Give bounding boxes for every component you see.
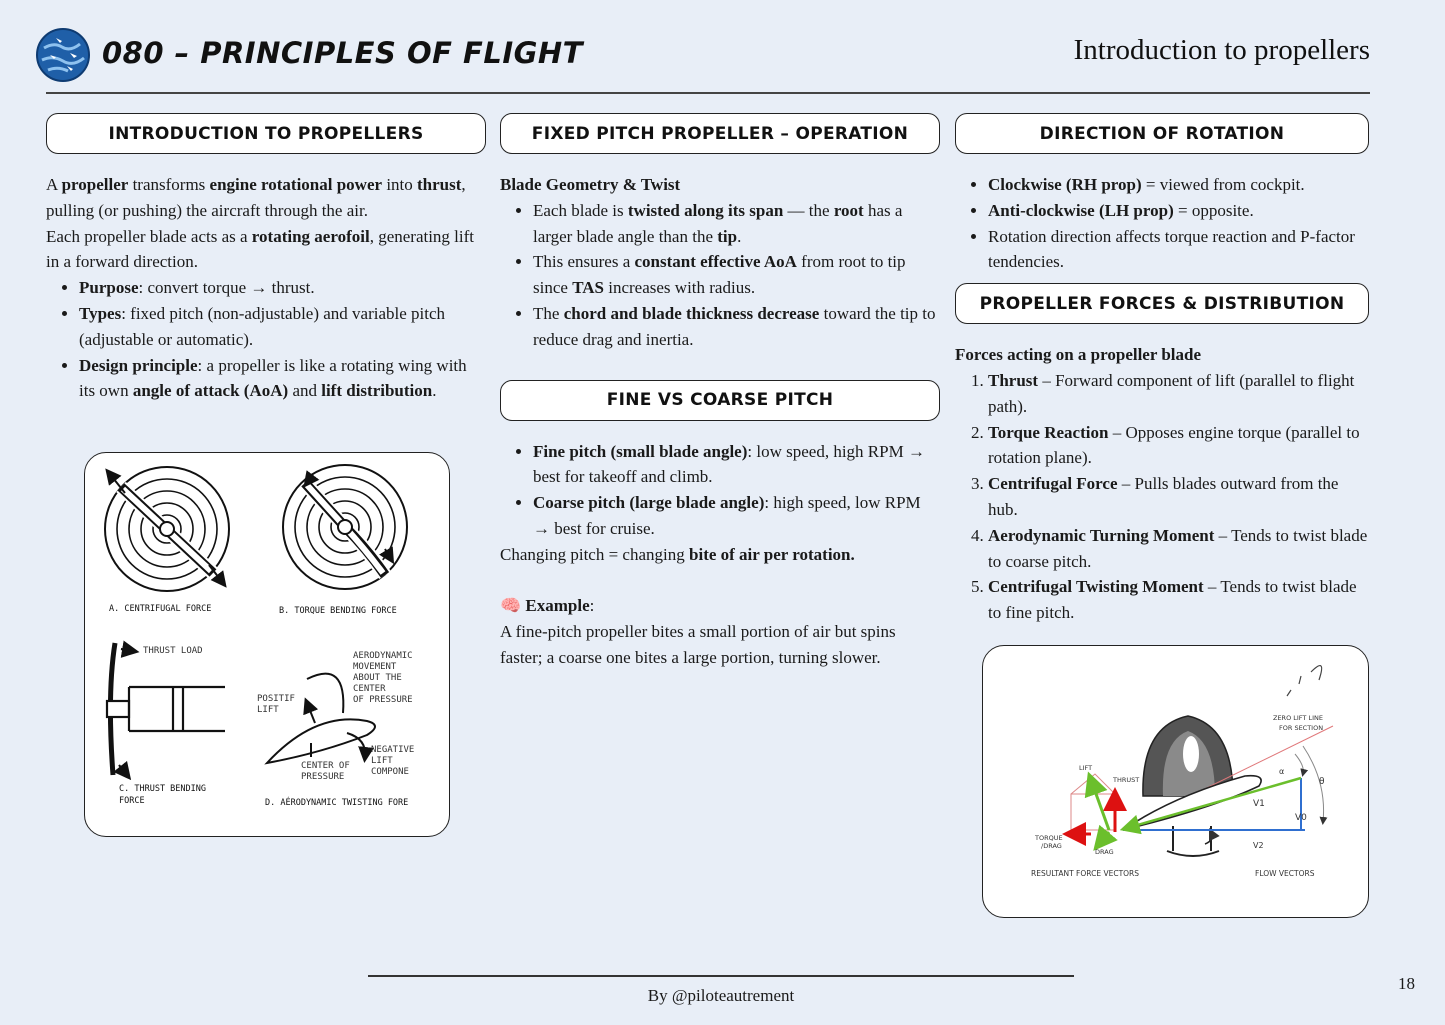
- thrust-label: THRUST: [1113, 776, 1140, 784]
- centrifugal-force-diagram: [105, 467, 229, 591]
- footer-author: By @piloteautrement: [647, 986, 795, 1005]
- blade-vector-illustration: [982, 645, 1369, 918]
- aero-text-5: OF PRESSURE: [353, 695, 413, 705]
- footer-divider: [368, 975, 1074, 977]
- forces-text: [955, 342, 1369, 626]
- list-item: • Fine pitch (small blade angle): low speed, high RPM → best for takeoff and climb.: [533, 439, 940, 491]
- list-item: 1. Thrust – Forward component of lift (parallel to flight path).: [988, 368, 1369, 420]
- list-item: • Rotation direction affects torque reaction and P-factor tendencies.: [988, 224, 1369, 276]
- course-title: 080 – PRINCIPLES OF FLIGHT: [102, 36, 583, 70]
- list-item: • Coarse pitch (large blade angle): high speed, low RPM → best for cruise.: [533, 490, 940, 542]
- aero-text-1: AERODYNAMIC: [353, 651, 413, 661]
- figure-label-c-line2: FORCE: [119, 796, 145, 806]
- forces-subtitle: Forces acting on a propeller blade: [955, 345, 1202, 365]
- list-item: • Clockwise (RH prop) = viewed from cockpit.: [988, 172, 1369, 198]
- resultant-label: RESULTANT FORCE VECTORS: [1031, 869, 1140, 878]
- figure-label-a: A. CENTRIFUGAL FORCE: [109, 604, 212, 614]
- section-title-forces: PROPELLER FORCES & DISTRIBUTION: [955, 283, 1369, 324]
- fixed-pitch-text: [500, 172, 940, 353]
- list-item: • This ensures a constant effective AoA from root to tip since TAS increases with radius.: [533, 249, 940, 301]
- propeller-forces-drawing: [85, 453, 450, 837]
- section-title-introduction: INTRODUCTION TO PROPELLERS: [46, 113, 486, 154]
- figure-label-b: B. TORQUE BENDING FORCE: [279, 606, 397, 616]
- zero-lift-label-2: FOR SECTION: [1279, 724, 1324, 732]
- thrust-load-label: THRUST LOAD: [143, 646, 203, 656]
- list-item: 2. Torque Reaction – Opposes engine torque (parallel to rotation plane).: [988, 420, 1369, 472]
- example-text: A fine-pitch propeller bites a small portion of air but spins faster; a coarse one bites a large portion, turning slower.: [500, 622, 896, 667]
- lift-label: LIFT: [1079, 764, 1093, 772]
- negative-lift-label-3: COMPONE: [371, 767, 409, 777]
- zero-lift-label: ZERO LIFT LINE: [1273, 714, 1323, 722]
- header-divider: [46, 92, 1370, 94]
- section-title-fine-coarse: FINE VS COARSE PITCH: [500, 380, 940, 421]
- list-item: • Purpose: convert torque → thrust.: [79, 275, 486, 301]
- center-of-pressure-label-2: PRESSURE: [301, 772, 345, 782]
- example-heading: 🧠 Example:: [500, 596, 595, 616]
- thrust-bending-diagram: [107, 643, 225, 775]
- intro-bullet-list: [46, 275, 486, 404]
- column-fixed-pitch: [500, 113, 940, 671]
- page-number: 18: [1398, 974, 1415, 993]
- theta-label: θ: [1319, 777, 1325, 787]
- list-item: • The chord and blade thickness decrease toward the tip to reduce drag and inertia.: [533, 301, 940, 353]
- column-rotation-forces: [955, 113, 1369, 626]
- torque-label: TORQUE: [1035, 834, 1063, 842]
- positive-lift-label: POSITIF: [257, 694, 295, 704]
- torque-bending-diagram: [283, 465, 407, 589]
- list-item: • Types: fixed pitch (non-adjustable) and variable pitch (adjustable or automatic).: [79, 301, 486, 353]
- changing-pitch-text: Changing pitch = changing bite of air per rotation.: [500, 544, 855, 564]
- list-item: 3. Centrifugal Force – Pulls blades outward from the hub.: [988, 471, 1369, 523]
- list-item: • Design principle: a propeller is like a rotating wing with its own angle of attack (AoA) and lift distribution.: [79, 353, 486, 405]
- globe-logo-icon: [36, 28, 90, 82]
- forces-numbered-list: [955, 368, 1369, 626]
- fixed-pitch-bullet-list: [500, 198, 940, 353]
- negative-lift-label-2: LIFT: [371, 756, 393, 766]
- resultant-force-vectors: [1071, 774, 1115, 844]
- blade-vector-drawing: [983, 646, 1369, 918]
- fine-coarse-text: [500, 439, 940, 671]
- propeller-forces-illustration: [84, 452, 450, 837]
- alpha-arc: [1295, 754, 1303, 774]
- blade-geometry-subtitle: Blade Geometry & Twist: [500, 175, 681, 194]
- aero-text-2: MOVEMENT: [353, 662, 397, 672]
- brain-icon: 🧠: [500, 596, 522, 616]
- torque-label-2: /DRAG: [1041, 842, 1062, 850]
- list-item: 4. Aerodynamic Turning Moment – Tends to twist blade to coarse pitch.: [988, 523, 1369, 575]
- fine-coarse-bullet-list: [500, 439, 940, 542]
- list-item: 5. Centrifugal Twisting Moment – Tends to twist blade to fine pitch.: [988, 574, 1369, 626]
- aero-text-3: ABOUT THE: [353, 673, 402, 683]
- flow-label: FLOW VECTORS: [1255, 869, 1315, 878]
- column-introduction: [46, 113, 486, 404]
- section-title-rotation: DIRECTION OF ROTATION: [955, 113, 1369, 154]
- v1-label: V1: [1253, 799, 1265, 809]
- alpha-label: α: [1279, 767, 1285, 776]
- v2-label: V2: [1253, 841, 1264, 850]
- list-item: • Anti-clockwise (LH prop) = opposite.: [988, 198, 1369, 224]
- figure-label-d: D. AÉRODYNAMIC TWISTING FORE: [265, 798, 409, 808]
- negative-lift-label: NEGATIVE: [371, 745, 415, 755]
- section-title-fixed-pitch: FIXED PITCH PROPELLER – OPERATION: [500, 113, 940, 154]
- list-item: • Each blade is twisted along its span — the root has a larger blade angle than the tip.: [533, 198, 940, 250]
- introduction-text: [46, 172, 486, 404]
- v0-label: V0: [1295, 813, 1307, 823]
- rotation-bullet-list: [955, 172, 1369, 275]
- intro-paragraph-2: Each propeller blade acts as a rotating aerofoil, generating lift in a forward direction.: [46, 226, 475, 272]
- center-of-pressure-label: CENTER OF: [301, 761, 350, 771]
- doodle: [1287, 666, 1322, 696]
- intro-paragraph-1: A propeller transforms engine rotational power into thrust, pulling (or pushing) the aircraft through the air.: [46, 175, 466, 220]
- aero-text-4: CENTER: [353, 684, 386, 694]
- drag-label: DRAG: [1095, 848, 1114, 856]
- chapter-title: Introduction to propellers: [1073, 34, 1370, 66]
- page-header: [36, 28, 1370, 94]
- positive-lift-label-2: LIFT: [257, 705, 279, 715]
- rotation-text: [955, 172, 1369, 275]
- figure-label-c: C. THRUST BENDING: [119, 784, 206, 794]
